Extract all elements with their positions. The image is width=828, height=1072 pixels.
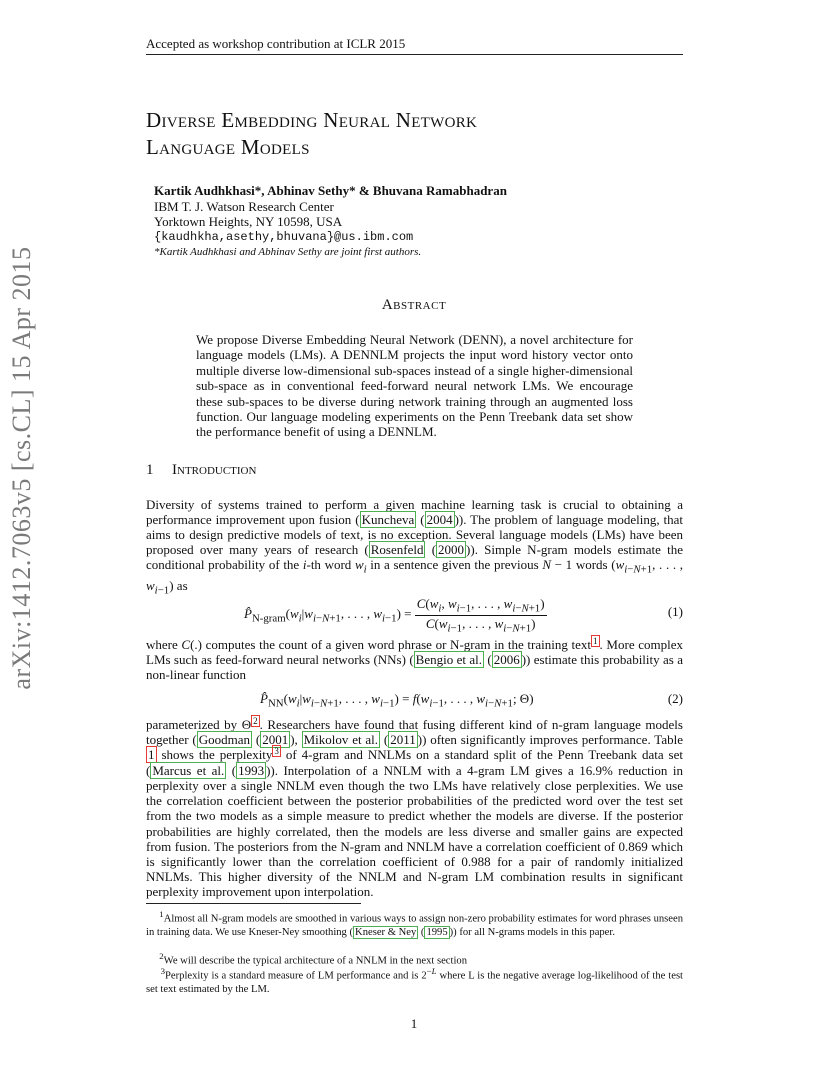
citation-kneser[interactable]: Kneser & Ney: [355, 926, 417, 938]
footnote-3-text-a: Perplexity is a standard measure of LM performance and is 2: [165, 970, 427, 982]
footnote-rule: [146, 903, 361, 904]
equation-1: $P̂_{N-gram}(w_i|w_{i-N+1}$, . . . , $w_{i-1}$) = $\frac{C(w_i, w_{i-1}, . . . , w_{i-N+1})}{C(w_{i-1}, . . . , w_{i-N+1})}$ (1): [244, 596, 683, 635]
citation-mikolov[interactable]: Mikolov et al.: [303, 732, 379, 748]
footnote-ref-3[interactable]: 3: [274, 745, 279, 756]
citation-marcus-year[interactable]: 1993: [238, 763, 265, 779]
arxiv-stamp-text: arXiv:1412.7063v5 [cs.CL] 15 Apr 2015: [7, 246, 36, 690]
footnote-3: $^3$Perplexity is a standard measure of LM performance and is $2^{-L}$ where L is the negative average log-likelihood of the test set text estimated by the LM.: [146, 966, 684, 995]
affiliation-line-1: IBM T. J. Watson Research Center: [154, 198, 334, 214]
running-header: Accepted as workshop contribution at ICLR 2015: [146, 36, 406, 51]
author-names: Kartik Audhkhasi*, Abhinav Sethy* & Bhuvana Ramabhadran: [154, 183, 507, 198]
citation-kneser-year[interactable]: 1995: [426, 926, 448, 938]
footnote-ref-2[interactable]: 2: [253, 715, 258, 726]
citation-kuncheva-year[interactable]: 2004: [426, 512, 453, 528]
title-line-2: Language Models: [146, 135, 310, 159]
arxiv-stamp: [2, 246, 42, 690]
citation-goodman[interactable]: Goodman: [198, 732, 251, 748]
citation-rosenfeld-year[interactable]: 2000: [438, 542, 465, 558]
footnote-1-text: Almost all N-gram models are smoothed in various ways to assign non-zero probability estimates for word phrases unseen in training data. We use Kneser-Ney smoothing: [146, 913, 683, 938]
intro-paragraph-1: Diversity of systems trained to perform a given machine learning task is crucial to obtaining a performance improvement upon fusion ( Kuncheva ( 2004 )). The problem of language modeling, that aims to design predictive models of text, is no exception. Several language models (LMs) have been proposed over many years of research ( Rosenfeld ( 2000 )). Simple N-gram models estimate the conditional probability of the i-th word $w_i$ in a sentence given the previous N − 1 words ($w_{i-N+1}$, . . . , $w_{i-1}$) as: [146, 497, 684, 597]
footnote-1: $^1$Almost all N-gram models are smoothed in various ways to assign non-zero probability estimates for word phrases unseen in training data. We use Kneser-Ney smoothing ( Kneser & Ney ( 1995 )) for all N-grams models in this paper.: [146, 909, 683, 938]
citation-bengio[interactable]: Bengio et al.: [415, 652, 482, 668]
footnote-2-text: We will describe the typical architecture of a NNLM in the next section: [163, 955, 467, 967]
page-number: 1: [410, 1016, 418, 1031]
equation-2: $P̂_{NN}(w_i|w_{i-N+1}$, . . . , $w_{i-1}) = f(w_{i-1}$, . . . , $w_{i-N+1}$; Θ) (2): [260, 691, 683, 710]
header-rule: [146, 54, 683, 55]
section-number: 1: [146, 462, 154, 478]
footnote-2: $^2$We will describe the typical architecture of a NNLM in the next section: [159, 951, 467, 967]
citation-marcus[interactable]: Marcus et al.: [152, 763, 225, 779]
author-emails[interactable]: {kaudhkha,asethy,bhuvana}@us.ibm.com: [154, 229, 414, 244]
intro-paragraph-3: parameterized by Θ $^2$ . Researchers have found that fusing different kind of n-gram language models together ( Goodman ( 2001 ), Mikolov et al. ( 2011 )) often significantly improves performance. Table 1 shows the perplexity $^3$ of 4-gram and NNLMs on a standard split of the Penn Treebank data set ( Marcus et al. ( 1993 )). Interpolation of a NNLM with a 4-gram LM gives a 16.9% reduction in perplexity over a single NNLM even though the two LMs have relatively close perplexities. We use the correlation coefficient between the posterior probabilities of the predicted word over the test set from the two models as a simple measure to predict whether the models are diverse. If the posterior probabilities are highly correlated, then the models are less diverse and smaller gains are expected from fusion. The posteriors from the N-gram and NNLM have a correlation coefficient of 0.869 which is significantly lower than the correlation coefficient of 0.988 for a pair of randomly initialized NNLMs. This higher diversity of the NNLM and N-gram LM combination results in significant perplexity improvement upon interpolation.: [146, 715, 683, 899]
citation-bengio-year[interactable]: 2006: [493, 652, 520, 668]
intro-paragraph-2: where C(.) computes the count of a given word phrase or N-gram in the training text $^1$ . More complex LMs such as feed-forward neural networks (NNs) ( Bengio et al. ( 2006 )) estimate this probability as a non-linear function: [146, 635, 684, 683]
affiliation-line-2: Yorktown Heights, NY 10598, USA: [154, 214, 343, 230]
citation-kuncheva[interactable]: Kuncheva: [361, 512, 415, 528]
footnote-ref-1[interactable]: 1: [593, 635, 598, 646]
footnote-1-end: for all N-grams models in this paper.: [459, 926, 615, 938]
section-heading: [146, 462, 256, 479]
citation-goodman-year[interactable]: 2001: [262, 732, 289, 748]
author-block: [154, 183, 674, 261]
section-title: Introduction: [172, 462, 257, 478]
citation-rosenfeld[interactable]: Rosenfeld: [370, 542, 424, 558]
equation-1-number: (1): [667, 604, 683, 619]
abstract-text: We propose Diverse Embedding Neural Network (DENN), a novel architecture for language models (LMs). A DENNLM projects the input word history vector onto multiple diverse low-dimensional sub-spaces instead of a single higher-dimensional sub-space as in conventional feed-forward neural network LMs. We encourage these sub-spaces to be diverse during network training through an augmented loss function. Our language modeling experiments on the Penn Treebank data set show the performance benefit of using a DENNLM.: [196, 332, 633, 440]
joint-author-note: *Kartik Audhkhasi and Abhinav Sethy are joint first authors.: [154, 246, 422, 259]
title-line-1: Diverse Embedding Neural Network: [146, 108, 478, 132]
paper-title: [146, 107, 477, 161]
abstract-heading: Abstract: [381, 297, 447, 313]
footnote-3-text-b: where L is the negative average log-likelihood of the test set text estimated by the LM.: [146, 970, 684, 995]
equation-2-number: (2): [667, 691, 683, 706]
citation-mikolov-year[interactable]: 2011: [390, 732, 416, 748]
table-reference[interactable]: 1: [148, 747, 155, 763]
